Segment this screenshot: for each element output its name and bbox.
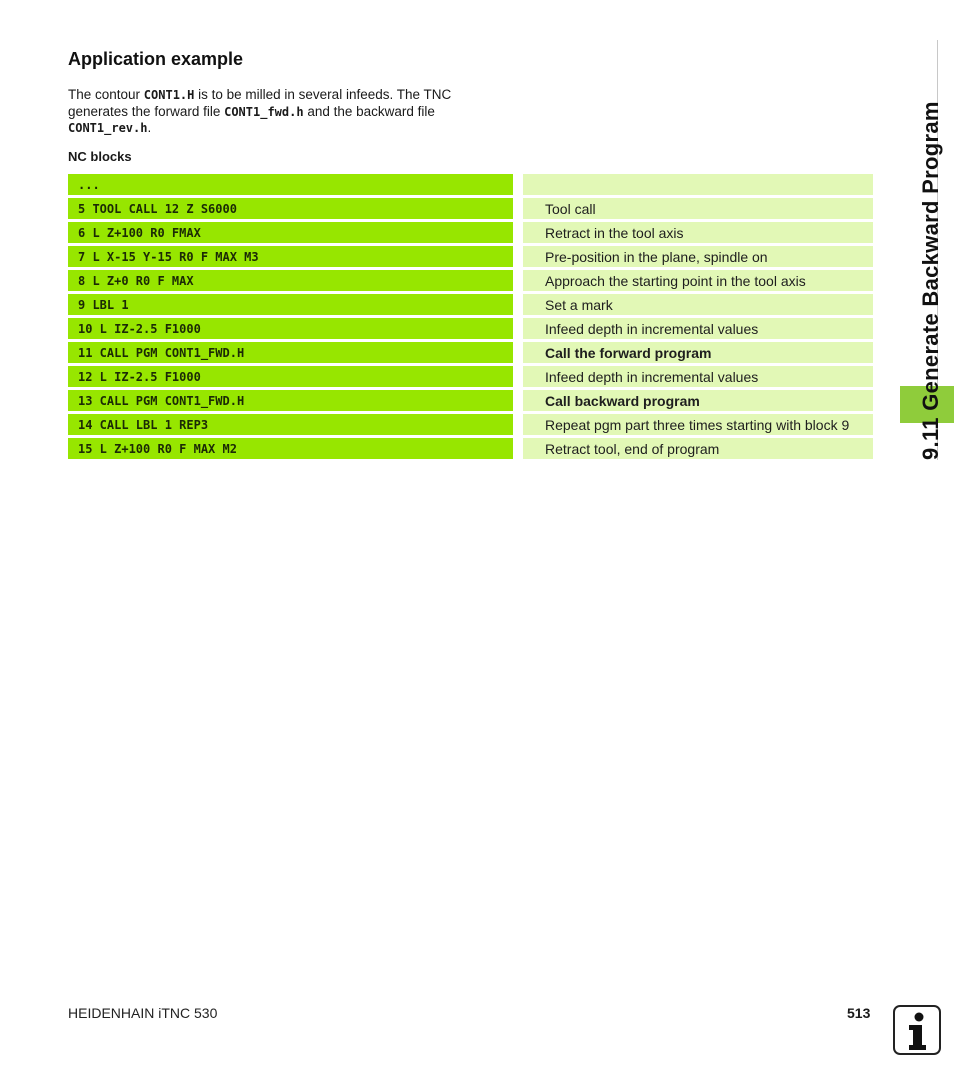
nc-block-row [68, 198, 873, 219]
nc-block-description: Call the forward program [523, 342, 873, 363]
nc-block-code: 15 L Z+100 R0 F MAX M2 [68, 438, 513, 459]
column-gap [513, 390, 523, 411]
info-icon [893, 1005, 941, 1055]
nc-block-code: 6 L Z+100 R0 FMAX [68, 222, 513, 243]
column-gap [513, 294, 523, 315]
nc-block-row [68, 366, 873, 387]
nc-block-code: 14 CALL LBL 1 REP3 [68, 414, 513, 435]
nc-block-row [68, 222, 873, 243]
column-gap [513, 318, 523, 339]
intro-text-4: . [147, 120, 152, 135]
nc-block-description: Repeat pgm part three times starting with block 9 [523, 414, 873, 435]
intro-paragraph [68, 87, 488, 137]
nc-block-code: ... [68, 174, 513, 195]
nc-block-description: Pre-position in the plane, spindle on [523, 246, 873, 267]
nc-block-row [68, 438, 873, 459]
nc-block-description: Retract tool, end of program [523, 438, 873, 459]
nc-block-code: 11 CALL PGM CONT1_FWD.H [68, 342, 513, 363]
nc-block-description: Set a mark [523, 294, 873, 315]
column-gap [513, 366, 523, 387]
column-gap [513, 342, 523, 363]
nc-block-row [68, 342, 873, 363]
nc-block-code: 5 TOOL CALL 12 Z S6000 [68, 198, 513, 219]
nc-blocks-table [68, 171, 873, 462]
intro-code-forward-file: CONT1_fwd.h [224, 104, 304, 119]
page-number: 513 [847, 1005, 871, 1021]
nc-block-code: 13 CALL PGM CONT1_FWD.H [68, 390, 513, 411]
nc-block-row [68, 174, 873, 195]
column-gap [513, 174, 523, 195]
column-gap [513, 414, 523, 435]
column-gap [513, 270, 523, 291]
nc-block-description: Infeed depth in incremental values [523, 318, 873, 339]
nc-block-row [68, 318, 873, 339]
nc-block-code: 8 L Z+0 R0 F MAX [68, 270, 513, 291]
column-gap [513, 246, 523, 267]
intro-text-2: is to be milled in several infeeds. The TNC generates the forward file [68, 87, 452, 119]
nc-block-description: Approach the starting point in the tool axis [523, 270, 873, 291]
column-gap [513, 438, 523, 459]
nc-block-row [68, 294, 873, 315]
nc-block-row [68, 246, 873, 267]
intro-text-1: The contour [68, 87, 144, 102]
nc-blocks-heading: NC blocks [68, 149, 132, 164]
column-gap [513, 222, 523, 243]
nc-block-code: 9 LBL 1 [68, 294, 513, 315]
section-heading: Application example [68, 49, 244, 69]
nc-block-description: Call backward program [523, 390, 873, 411]
intro-text-3: and the backward file [303, 103, 435, 119]
nc-block-description: Tool call [523, 198, 873, 219]
intro-code-contour: CONT1.H [143, 88, 195, 102]
nc-block-row [68, 390, 873, 411]
nc-block-code: 7 L X-15 Y-15 R0 F MAX M3 [68, 246, 513, 267]
nc-block-description: Retract in the tool axis [523, 222, 873, 243]
column-gap [513, 198, 523, 219]
chapter-side-title: 9.11 Generate Backward Program [918, 101, 943, 460]
nc-block-code: 12 L IZ-2.5 F1000 [68, 366, 513, 387]
nc-block-description: Infeed depth in incremental values [523, 366, 873, 387]
nc-block-code: 10 L IZ-2.5 F1000 [68, 318, 513, 339]
intro-code-backward-file: CONT1_rev.h [68, 121, 148, 135]
nc-block-row [68, 270, 873, 291]
footer-product: HEIDENHAIN iTNC 530 [68, 1005, 218, 1021]
nc-block-description [523, 174, 873, 195]
nc-block-row [68, 414, 873, 435]
